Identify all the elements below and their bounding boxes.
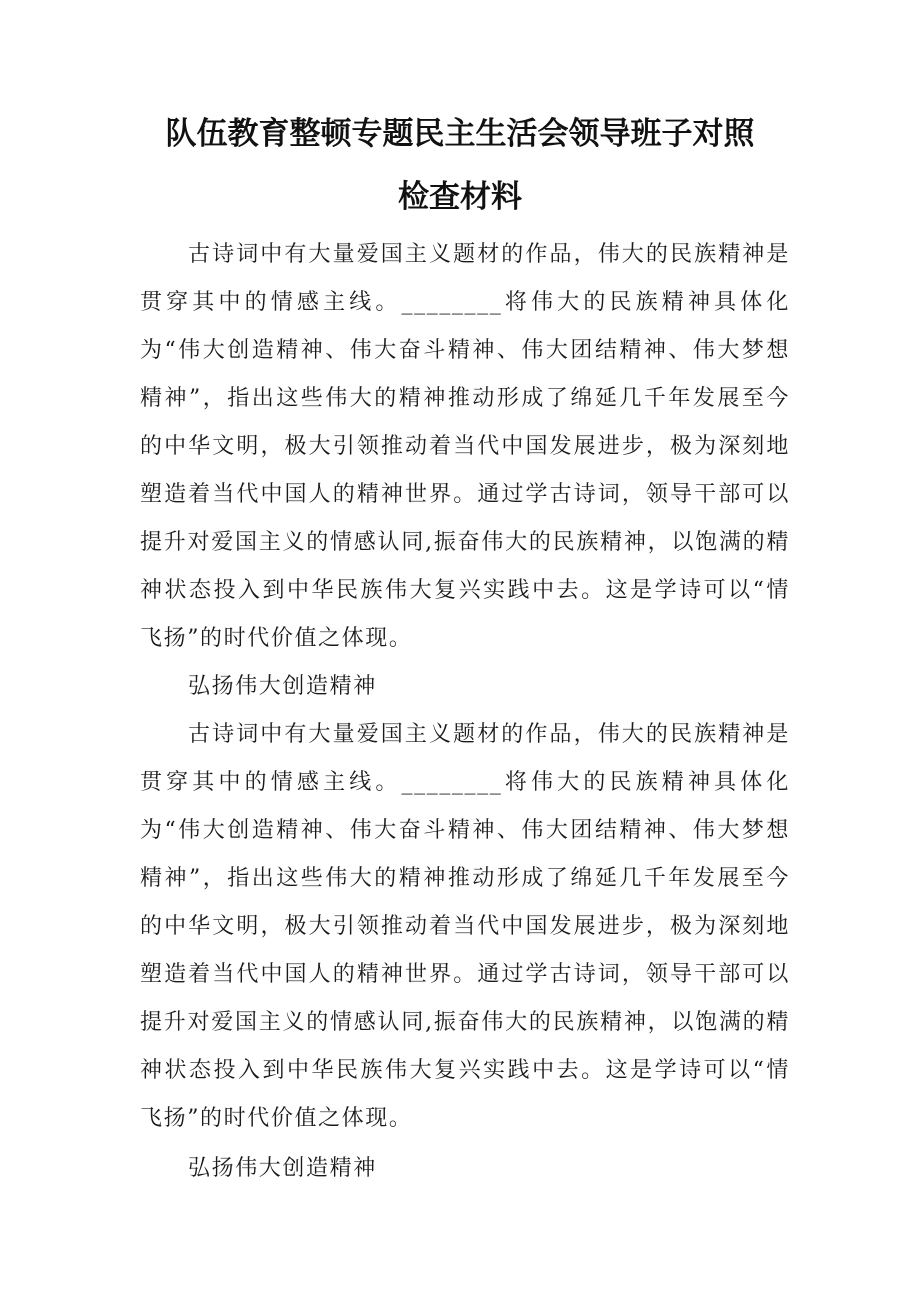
section-heading-2: 弘扬伟大创造精神 xyxy=(188,1156,377,1181)
section-heading-1: 弘扬伟大创造精神 xyxy=(188,674,377,699)
body-paragraph-1: 古诗词中有大量爱国主义题材的作品，伟大的民族精神是贯穿其中的情感主线。________将伟大的民族精神具体化为“伟大创造精神、伟大奋斗精神、伟大团结精神、伟大梦想精神”，指出这些伟大的精神推动形成了绵延几千年发展至今的中华文明，极大引领推动着当代中国发展进步，极为深刻地塑造着当代中国人的精神世界。通过学古诗词，领导干部可以提升对爱国主义的情感认同,振奋伟大的民族精神，以饱满的精神状态投入到中华民族伟大复兴实践中去。这是学诗可以“情飞扬”的时代价值之体现。 xyxy=(140,242,790,651)
document-title-line-2: 检查材料 xyxy=(398,179,522,215)
body-paragraph-2: 古诗词中有大量爱国主义题材的作品，伟大的民族精神是贯穿其中的情感主线。________将伟大的民族精神具体化为“伟大创造精神、伟大奋斗精神、伟大团结精神、伟大梦想精神”，指出这些伟大的精神推动形成了绵延几千年发展至今的中华文明，极大引领推动着当代中国发展进步，极为深刻地塑造着当代中国人的精神世界。通过学古诗词，领导干部可以提升对爱国主义的情感认同,振奋伟大的民族精神，以饱满的精神状态投入到中华民族伟大复兴实践中去。这是学诗可以“情飞扬”的时代价值之体现。 xyxy=(140,722,790,1131)
document-title-line-1: 队伍教育整顿专题民主生活会领导班子对照 xyxy=(165,116,755,152)
